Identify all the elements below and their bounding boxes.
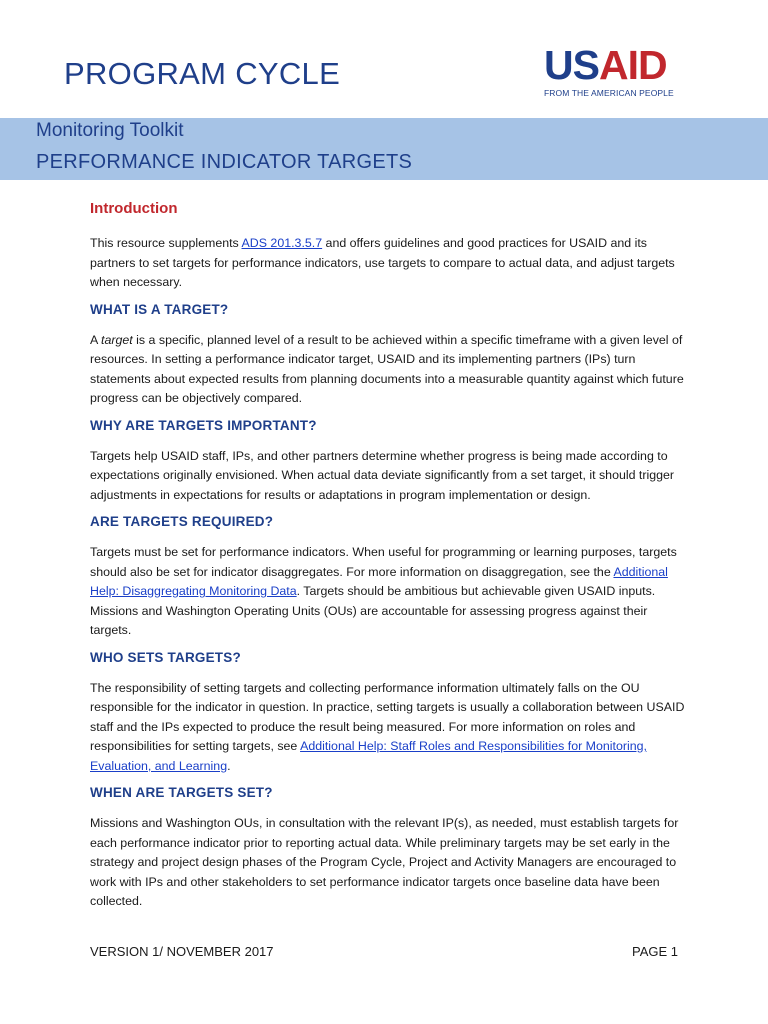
- logo-wordmark: [544, 44, 676, 86]
- when-heading: WHEN ARE TARGETS SET?: [90, 785, 273, 800]
- logo-tagline: FROM THE AMERICAN PEOPLE: [544, 88, 674, 98]
- program-cycle-title: PROGRAM CYCLE: [64, 56, 341, 91]
- document-body: [90, 196, 690, 921]
- what-text-a: A: [90, 332, 102, 347]
- ads-link[interactable]: ADS 201.3.5.7: [241, 236, 323, 250]
- required-text-a: Targets must be set for performance indicators. When useful for programming or learning purposes, targets should also be set for indicator disaggregates. For more information on disaggregation, see the: [90, 545, 677, 579]
- logo-aid: AID: [598, 42, 667, 88]
- who-heading: WHO SETS TARGETS?: [90, 649, 241, 665]
- what-paragraph: [90, 331, 690, 409]
- intro-text-a: This resource supplements: [90, 236, 242, 250]
- required-heading: ARE TARGETS REQUIRED?: [90, 514, 274, 529]
- who-paragraph: [90, 679, 690, 777]
- intro-text-b: and offers guidelines and good practices for USAID and its partners to set targets for performance indicators, use targets to compare to actual data, and adjust targets when necessary.: [90, 236, 675, 289]
- target-term: target: [101, 332, 133, 347]
- what-text-b: is a specific, planned level of a result to be achieved within a specific timeframe with a given level of resources. In setting a performance indicator target, USAID and its implementing partners (IPs) turn statements about expected results from planning documents into a measurable quantity against which future progress can be objectively compared.: [90, 332, 684, 405]
- intro-paragraph: [90, 234, 690, 293]
- footer-version: VERSION 1/ NOVEMBER 2017: [90, 944, 274, 959]
- staff-roles-link[interactable]: Additional Help: Staff Roles and Responsibilities for Monitoring, Evaluation, and Learning: [90, 739, 647, 773]
- who-text-a: The responsibility of setting targets and collecting performance information ultimately falls on the OU responsible for the indicator in question. In practice, setting targets is usually a collaboration between USAID staff and the IPs expected to produce the result being measured. For more information on roles and responsibilities for setting targets, see: [90, 680, 685, 753]
- intro-heading: Introduction: [90, 200, 178, 217]
- who-text-b: .: [227, 758, 231, 773]
- what-heading: WHAT IS A TARGET?: [90, 301, 229, 317]
- usaid-logo: [544, 44, 676, 98]
- footer-page-number: PAGE 1: [632, 944, 679, 959]
- disaggregating-link[interactable]: Additional Help: Disaggregating Monitoring Data: [90, 564, 668, 598]
- when-paragraph: Missions and Washington OUs, in consultation with the relevant IP(s), as needed, must establish targets for each performance indicator prior to reporting actual data. While preliminary targets may be set early in the strategy and project design phases of the Program Cycle, Project and Activity Managers are encouraged to work with IPs and other stakeholders to set performance indicator targets once baseline data have been collected.: [90, 816, 679, 908]
- why-paragraph: Targets help USAID staff, IPs, and other partners determine whether progress is being made according to expectations originally envisioned. When actual data deviate significantly from a set target, it should trigger adjustments in expectations for results or adaptations in program implementation or design.: [90, 448, 675, 502]
- why-heading: WHY ARE TARGETS IMPORTANT?: [90, 417, 317, 433]
- required-paragraph: [90, 543, 690, 641]
- required-text-b: . Targets should be ambitious but achievable given USAID inputs. Missions and Washington Operating Units (OUs) are accountable for assessing progress against their targets.: [90, 584, 656, 637]
- logo-us: US: [544, 42, 599, 88]
- document-title: PERFORMANCE INDICATOR TARGETS: [36, 151, 413, 173]
- toolkit-label: Monitoring Toolkit: [36, 120, 184, 141]
